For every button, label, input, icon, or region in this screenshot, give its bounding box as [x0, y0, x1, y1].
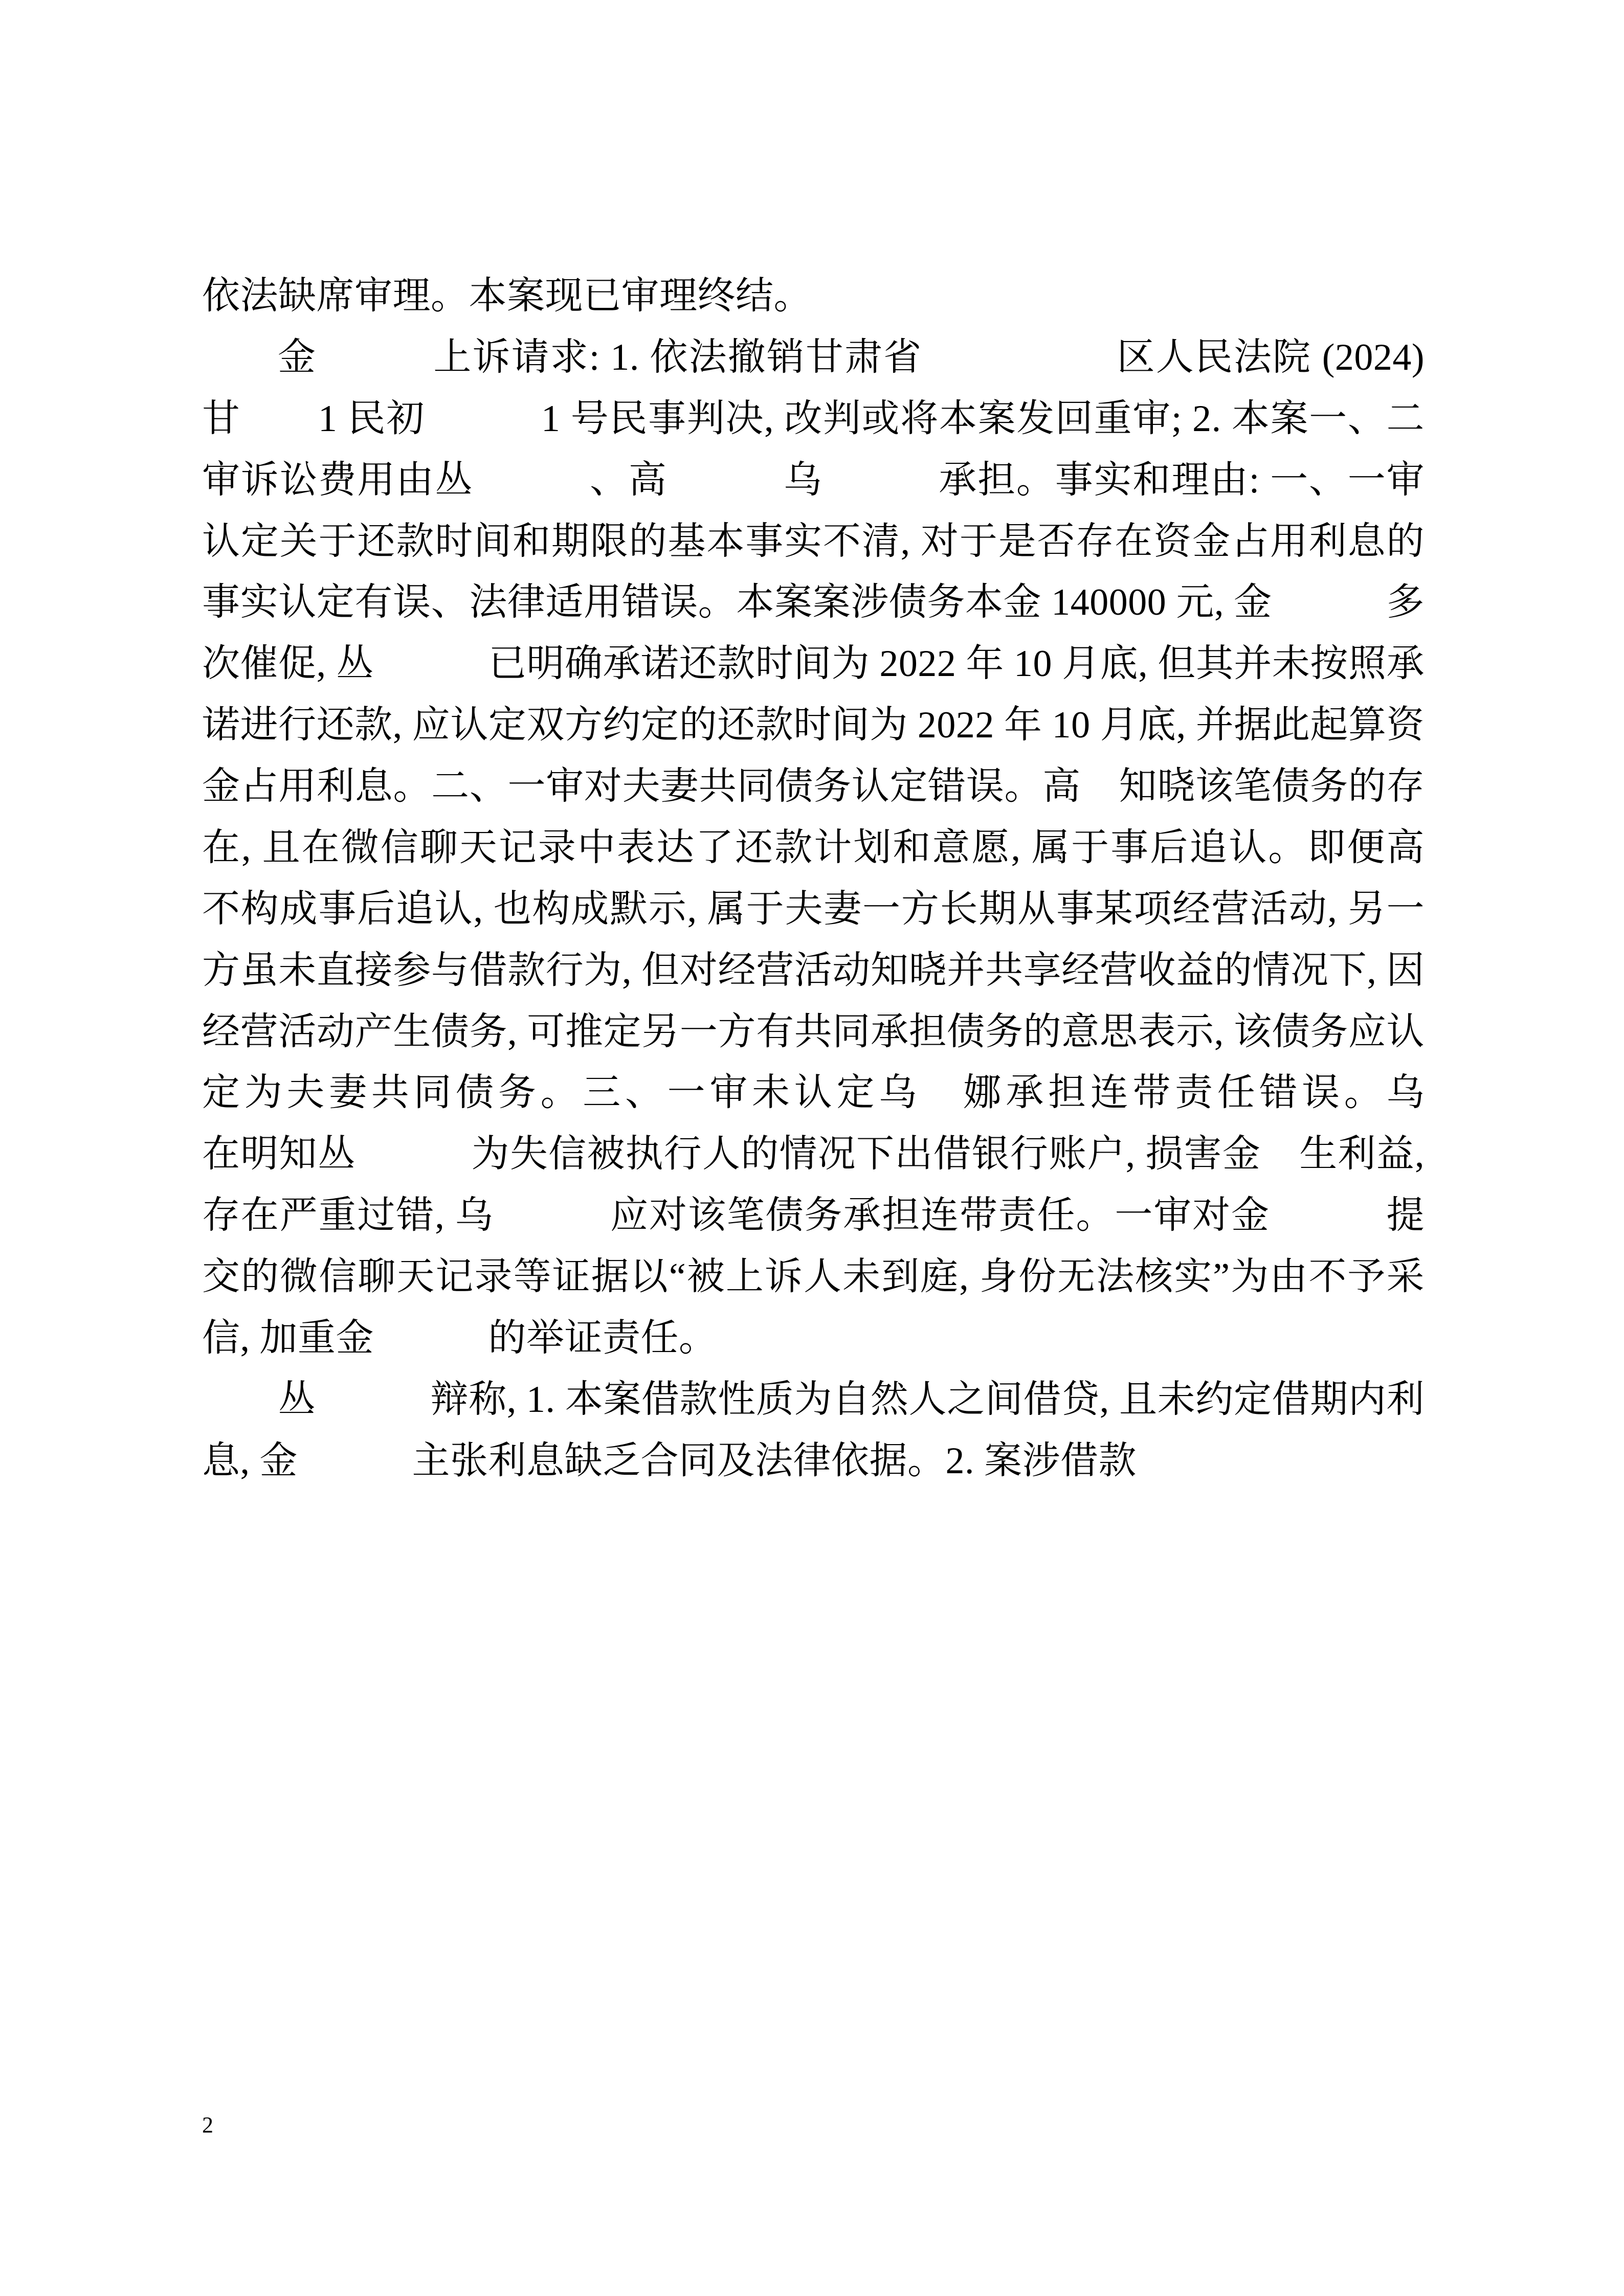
- paragraph-1: 依法缺席审理。本案现已审理终结。: [202, 275, 812, 317]
- paragraph-3: 丛 辩称, 1. 本案借款性质为自然人之间借贷, 且未约定借期内利息, 金 主张利息缺乏合同及法律依据。2. 案涉借款: [202, 1378, 1425, 1482]
- paragraph-2: 金 上诉请求: 1. 依法撤销甘肃省 区人民法院 (2024) 甘 1 民初 1 号民事判决, 改判或将本案发回重审; 2. 本案一、二审诉讼费用由丛 、高 乌 承担。事实和理由: 一、一审认定关于还款时间和期限的基本事实不清, 对于是否存在资金占用利息的事实认定有误、法律适用错误。本案案涉债务本金 140000 元, 金 多次催促, 丛 已明确承诺还款时间为 2022 年 10 月底, 但其并未按照承诺进行还款, 应认定双方约定的还款时间为 2022 年 10 月底, 并据此起算资金占用利息。二、一审对夫妻共同债务认定错误。高 知晓该笔债务的存在, 且在微信聊天记录中表达了还款计划和意愿, 属于事后追认。即便高 不构成事后追认, 也构成默示, 属于夫妻一方长期从事某项经营活动, 另一方虽未直接参与借款行为, 但对经营活动知晓并共享经营收益的情况下, 因经营活动产生债务, 可推定另一方有共同承担债务的意思表示, 该债务应认定为夫妻共同债务。三、一审未认定乌 娜承担连带责任错误。乌 在明知丛 为失信被执行人的情况下出借银行账户, 损害金 生利益, 存在严重过错, 乌 应对该笔债务承担连带责任。一审对金 提交的微信聊天记录等证据以“被上诉人未到庭, 身份无法核实”为由不予采信, 加重金 的举证责任。: [202, 336, 1539, 1359]
- document-body: [202, 266, 1539, 1492]
- page-number: 2: [202, 2112, 213, 2137]
